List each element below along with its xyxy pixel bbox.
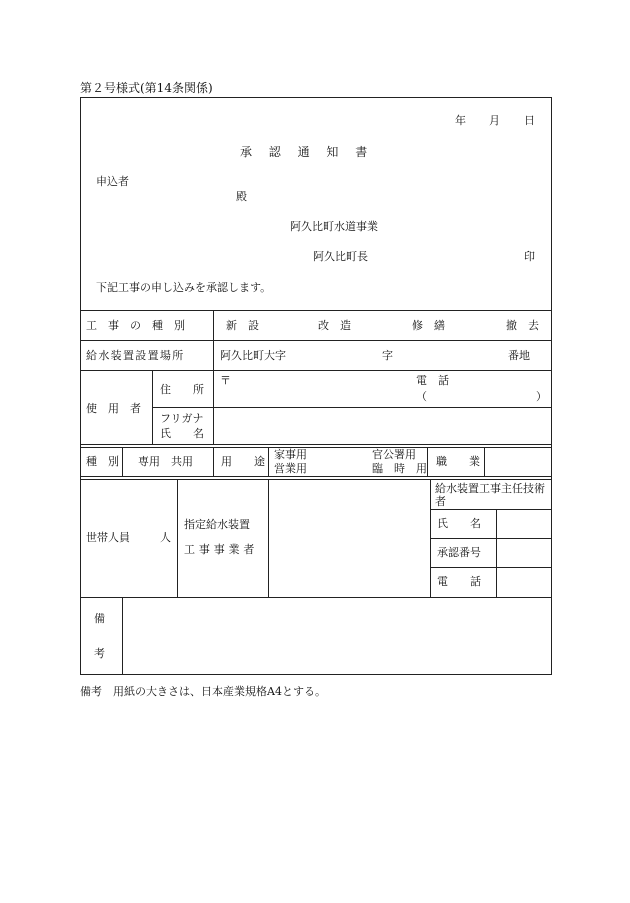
divider <box>80 597 552 598</box>
occupation-label: 職 業 <box>436 455 480 468</box>
divider <box>80 479 552 480</box>
divider <box>268 479 269 597</box>
purpose-government: 官公署用 <box>372 448 416 461</box>
divider <box>80 447 552 448</box>
seal-label: 印 <box>524 250 535 263</box>
divider <box>80 370 552 371</box>
divider <box>430 479 431 597</box>
work-type-new: 新 設 <box>226 319 259 332</box>
divider <box>80 444 552 445</box>
purpose-household: 家事用 <box>274 448 307 461</box>
household-label: 世帯人員 <box>86 531 130 544</box>
location-banchi: 番地 <box>508 349 530 362</box>
work-type-remodel: 改 造 <box>318 319 351 332</box>
type-label: 種 別 <box>86 455 119 468</box>
work-type-repair: 修 繕 <box>412 319 445 332</box>
divider <box>80 340 552 341</box>
divider <box>213 310 214 444</box>
household-unit: 人 <box>160 531 171 544</box>
divider <box>80 476 552 477</box>
designated-line1: 指定給水装置 <box>184 518 250 531</box>
purpose-business: 営業用 <box>274 462 307 475</box>
day-label: 日 <box>524 114 535 127</box>
approval-number-label: 承認番号 <box>437 546 481 559</box>
form-title: 第２号様式(第14条関係) <box>80 81 213 95</box>
divider <box>496 509 497 597</box>
type-options: 専用 共用 <box>138 455 193 468</box>
issuer-org: 阿久比町水道事業 <box>290 220 378 233</box>
address-label: 住 所 <box>160 383 204 396</box>
divider <box>430 567 552 568</box>
approval-statement: 下記工事の申し込みを承認します。 <box>96 281 272 294</box>
issuer-name: 阿久比町長 <box>313 250 368 263</box>
postal-mark: 〒 <box>220 374 231 387</box>
divider <box>122 597 123 675</box>
divider <box>80 310 552 311</box>
remarks-label-2: 考 <box>94 647 105 660</box>
phone-close-paren: ） <box>536 390 547 403</box>
divider <box>122 447 123 476</box>
location-label: 給水装置設置場所 <box>86 349 185 362</box>
chief-name-label: 氏 名 <box>437 517 481 530</box>
divider <box>152 370 153 444</box>
form-frame <box>80 97 552 675</box>
divider <box>427 447 428 476</box>
addressee-suffix: 殿 <box>236 190 247 203</box>
divider <box>268 447 269 476</box>
purpose-label: 用 途 <box>221 455 265 468</box>
chief-phone-label: 電 話 <box>437 575 481 588</box>
phone-open-paren: （ <box>416 390 427 403</box>
applicant-label: 申込者 <box>96 175 129 188</box>
location-prefix: 阿久比町大字 <box>220 349 286 362</box>
location-aza: 字 <box>382 349 393 362</box>
user-name-label: 氏 名 <box>160 427 204 440</box>
month-label: 月 <box>489 114 500 127</box>
doc-title: 承 認 通 知 書 <box>240 145 370 159</box>
divider <box>213 447 214 476</box>
chief-engineer-label: 給水装置工事主任技術者 <box>435 482 545 508</box>
divider <box>177 479 178 597</box>
divider <box>430 509 552 510</box>
work-type-label: 工 事 の 種 別 <box>86 319 185 332</box>
year-label: 年 <box>455 114 466 127</box>
footnote: 備考 用紙の大きさは、日本産業規格A4とする。 <box>80 685 326 698</box>
phone-label: 電 話 <box>416 374 449 387</box>
designated-line2: 工事事業者 <box>184 543 259 556</box>
user-label: 使 用 者 <box>86 402 141 415</box>
remarks-label-1: 備 <box>94 612 105 625</box>
work-type-removal: 撤 去 <box>506 319 539 332</box>
furigana-label: フリガナ <box>160 412 204 425</box>
divider <box>152 407 552 408</box>
divider <box>430 538 552 539</box>
purpose-temporary: 臨 時 用 <box>372 462 427 475</box>
divider <box>484 447 485 476</box>
